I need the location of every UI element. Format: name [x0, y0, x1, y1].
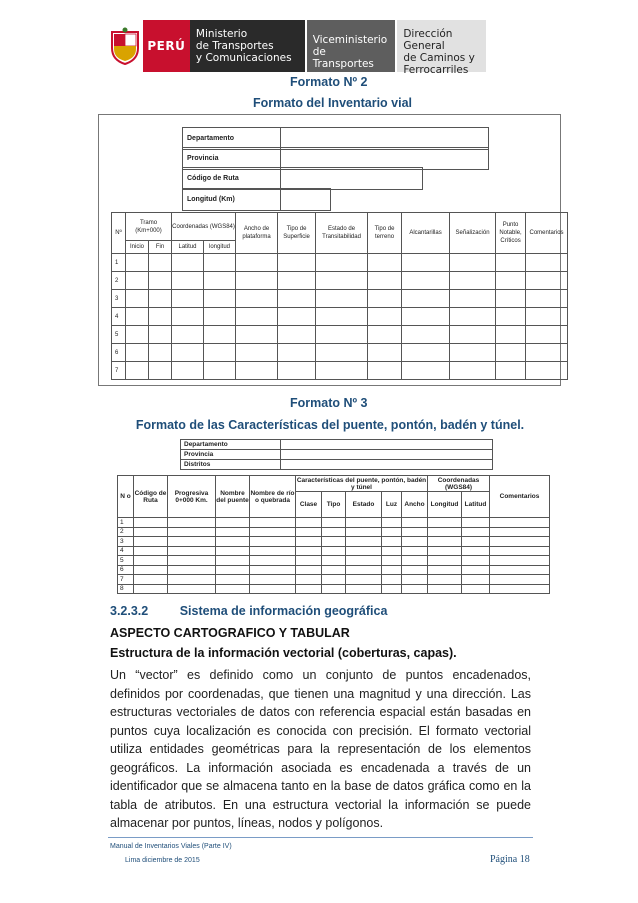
table-cell[interactable] — [490, 584, 550, 594]
table-cell[interactable] — [216, 565, 250, 575]
table-cell[interactable] — [428, 565, 462, 575]
table-cell[interactable] — [428, 527, 462, 537]
table-cell[interactable] — [168, 527, 216, 537]
col3-longitud: Longitud — [428, 492, 462, 518]
table-cell[interactable] — [322, 584, 346, 594]
peru-brand: PERÚ — [143, 20, 190, 72]
col3-ancho: Ancho — [402, 492, 428, 518]
table-cell[interactable] — [462, 565, 490, 575]
row-number: 8 — [118, 584, 134, 594]
table-cell[interactable] — [172, 362, 204, 380]
table-cell[interactable] — [322, 575, 346, 585]
table-cell[interactable] — [402, 326, 450, 344]
table-cell[interactable] — [462, 575, 490, 585]
table-cell[interactable] — [382, 584, 402, 594]
row-number: 5 — [112, 326, 126, 344]
table-cell[interactable] — [236, 362, 278, 380]
table-row — [118, 537, 550, 547]
table-cell[interactable] — [250, 575, 296, 585]
table-cell[interactable] — [496, 344, 526, 362]
ministry-name: Ministerio de Transportes y Comunicaciones — [190, 20, 305, 72]
table-cell[interactable] — [368, 272, 402, 290]
table-cell[interactable] — [149, 326, 172, 344]
table-cell[interactable] — [172, 290, 204, 308]
table-cell[interactable] — [278, 308, 316, 326]
table-cell[interactable] — [149, 254, 172, 272]
col-inicio: Inicio — [126, 241, 149, 254]
row-number: 7 — [112, 362, 126, 380]
table-cell[interactable] — [402, 584, 428, 594]
table-cell[interactable] — [490, 556, 550, 566]
table-cell[interactable] — [236, 344, 278, 362]
table-row — [118, 575, 550, 585]
table-cell[interactable] — [134, 556, 168, 566]
table-cell[interactable] — [168, 537, 216, 547]
table-cell[interactable] — [402, 527, 428, 537]
body-paragraph: Un “vector” es definido como un conjunto de puntos encadenados, definidos por coordenadas, que tienen una magnitud y una dirección. Las estructuras vectoriales de datos con referencia espacial están basadas en puntos cuya localización es conocida con precisión. El formato vectorial utiliza entidades geométricas para la representación de los elementos geográficos. La información asociada es encadenada a través de un identificador que se almacena tanto en la base de datos gráfica como en la tabla de atributos. En una estructura vectorial la información se puede almacenar por puntos, líneas, nodos y polígonos. — [110, 668, 531, 830]
col-tramo: Tramo (Km+000) — [126, 213, 172, 241]
table-cell[interactable] — [316, 290, 368, 308]
table-cell[interactable] — [428, 518, 462, 528]
table-cell[interactable] — [450, 362, 496, 380]
table-row — [112, 308, 568, 326]
field-label-longitud: Longitud (Km) — [183, 189, 281, 211]
table-row — [112, 290, 568, 308]
table-cell[interactable] — [322, 518, 346, 528]
table-row — [112, 326, 568, 344]
table-cell[interactable] — [402, 556, 428, 566]
table-cell[interactable] — [278, 362, 316, 380]
table-cell[interactable] — [368, 254, 402, 272]
table-cell[interactable] — [428, 546, 462, 556]
table-cell[interactable] — [149, 272, 172, 290]
table-cell[interactable] — [490, 575, 550, 585]
table-cell[interactable] — [134, 518, 168, 528]
col-longitud: longitud — [204, 241, 236, 254]
col3-comentarios: Comentarios — [490, 476, 550, 518]
row-number: 1 — [118, 518, 134, 528]
col-latitud: Latitud — [172, 241, 204, 254]
table-cell[interactable] — [126, 308, 149, 326]
table-cell[interactable] — [134, 527, 168, 537]
col3-quebrada: Nombre de río o quebrada — [250, 476, 296, 518]
row-number: 6 — [118, 565, 134, 575]
col3-coordenadas: Coordenadas (WGS84) — [428, 476, 490, 492]
field-input-provincia-3[interactable] — [281, 450, 493, 460]
table-cell[interactable] — [236, 254, 278, 272]
row-number: 3 — [112, 290, 126, 308]
table-row — [118, 565, 550, 575]
table-cell[interactable] — [322, 537, 346, 547]
section-heading — [110, 604, 540, 618]
table-cell[interactable] — [346, 537, 382, 547]
table-cell[interactable] — [168, 518, 216, 528]
field-label-departamento-3: Departamento — [181, 440, 281, 450]
table-cell[interactable] — [134, 546, 168, 556]
table-cell[interactable] — [316, 272, 368, 290]
table-cell[interactable] — [450, 272, 496, 290]
table-cell[interactable] — [296, 565, 322, 575]
col3-codigo: Código de Ruta — [134, 476, 168, 518]
table-cell[interactable] — [496, 254, 526, 272]
table-cell[interactable] — [216, 584, 250, 594]
table-cell[interactable] — [346, 575, 382, 585]
col3-luz: Luz — [382, 492, 402, 518]
table-cell[interactable] — [402, 272, 450, 290]
section-title: Sistema de información geográfica — [179, 604, 388, 618]
table-cell[interactable] — [428, 575, 462, 585]
table-cell[interactable] — [368, 362, 402, 380]
table-cell[interactable] — [168, 565, 216, 575]
format3-title: Formato de las Características del puente, pontón, badén y túnel. — [135, 418, 525, 432]
row-number: 1 — [112, 254, 126, 272]
col-estado: Estado de Transitabilidad — [316, 213, 368, 254]
table-cell[interactable] — [368, 308, 402, 326]
row-number: 7 — [118, 575, 134, 585]
format2-title: Formato del Inventario vial — [252, 96, 413, 110]
table-row — [118, 546, 550, 556]
format2-form — [98, 114, 564, 386]
table-cell[interactable] — [382, 556, 402, 566]
table-cell[interactable] — [134, 565, 168, 575]
table-cell[interactable] — [526, 344, 568, 362]
table-cell[interactable] — [402, 308, 450, 326]
table-cell[interactable] — [382, 565, 402, 575]
table-cell[interactable] — [126, 362, 149, 380]
col-tipo-superficie: Tipo de Superficie — [278, 213, 316, 254]
subheading-estructura: Estructura de la información vectorial (coberturas, capas). — [110, 646, 457, 660]
footer-divider — [108, 837, 533, 838]
table-cell[interactable] — [490, 565, 550, 575]
col3-progresiva: Progresiva 0+000 Km. — [168, 476, 216, 518]
table-cell[interactable] — [204, 308, 236, 326]
table-cell[interactable] — [316, 344, 368, 362]
table-cell[interactable] — [346, 527, 382, 537]
table-cell[interactable] — [236, 272, 278, 290]
col-n: Nº — [112, 213, 126, 254]
col3-estado: Estado — [346, 492, 382, 518]
row-number: 2 — [112, 272, 126, 290]
col-tipo-terreno: Tipo de terreno — [368, 213, 402, 254]
table-cell[interactable] — [526, 272, 568, 290]
col-alcantarillas: Alcantarillas — [402, 213, 450, 254]
table-cell[interactable] — [216, 527, 250, 537]
table-cell[interactable] — [526, 254, 568, 272]
table-cell[interactable] — [402, 362, 450, 380]
format2-number: Formato Nº 2 — [290, 75, 368, 89]
table-row — [112, 344, 568, 362]
table-cell[interactable] — [149, 290, 172, 308]
table-cell[interactable] — [134, 575, 168, 585]
footer-manual: Manual de Inventarios Viales (Parte IV) — [110, 843, 232, 850]
table-cell[interactable] — [428, 556, 462, 566]
table-cell[interactable] — [126, 326, 149, 344]
format3-table — [117, 475, 550, 594]
table-cell[interactable] — [450, 290, 496, 308]
col-punto-notable: Punto Notable, Críticos — [496, 213, 526, 254]
table-cell[interactable] — [402, 344, 450, 362]
table-cell[interactable] — [216, 556, 250, 566]
table-cell[interactable] — [236, 326, 278, 344]
table-cell[interactable] — [526, 326, 568, 344]
table-cell[interactable] — [462, 518, 490, 528]
col3-clase: Clase — [296, 492, 322, 518]
table-cell[interactable] — [462, 546, 490, 556]
field-input-longitud[interactable] — [281, 189, 331, 211]
table-cell[interactable] — [134, 584, 168, 594]
table-cell[interactable] — [496, 290, 526, 308]
row-number: 6 — [112, 344, 126, 362]
table-row — [112, 254, 568, 272]
table-cell[interactable] — [278, 326, 316, 344]
table-cell[interactable] — [490, 518, 550, 528]
col3-latitud: Latitud — [462, 492, 490, 518]
table-cell[interactable] — [402, 254, 450, 272]
table-cell[interactable] — [382, 537, 402, 547]
table-cell[interactable] — [172, 272, 204, 290]
format3-number: Formato Nº 3 — [290, 396, 368, 410]
table-cell[interactable] — [296, 537, 322, 547]
table-cell[interactable] — [204, 290, 236, 308]
page-number: Página 18 — [490, 854, 530, 865]
table-cell[interactable] — [402, 290, 450, 308]
table-cell[interactable] — [316, 326, 368, 344]
table-row — [118, 556, 550, 566]
table-cell[interactable] — [346, 518, 382, 528]
col3-caracteristicas: Características del puente, pontón, badén y túnel — [296, 476, 427, 491]
table-cell[interactable] — [296, 584, 322, 594]
table-cell[interactable] — [346, 565, 382, 575]
table-cell[interactable] — [126, 254, 149, 272]
table-cell[interactable] — [346, 556, 382, 566]
table-cell[interactable] — [316, 362, 368, 380]
table-cell[interactable] — [496, 326, 526, 344]
peru-crest-icon — [108, 20, 143, 72]
table-cell[interactable] — [450, 308, 496, 326]
viceministry-name: Viceministerio de Transportes — [307, 20, 396, 72]
table-row — [112, 272, 568, 290]
table-cell[interactable] — [450, 344, 496, 362]
table-cell[interactable] — [126, 344, 149, 362]
table-cell[interactable] — [250, 565, 296, 575]
field-label-departamento: Departamento — [183, 128, 281, 150]
table-cell[interactable] — [316, 308, 368, 326]
table-cell[interactable] — [382, 527, 402, 537]
row-number: 4 — [118, 546, 134, 556]
table-cell[interactable] — [168, 546, 216, 556]
table-cell[interactable] — [250, 518, 296, 528]
table-cell[interactable] — [278, 290, 316, 308]
table-cell[interactable] — [368, 290, 402, 308]
table-cell[interactable] — [204, 254, 236, 272]
col3-nombre: Nombre del puente — [216, 476, 250, 518]
table-cell[interactable] — [250, 537, 296, 547]
table-cell[interactable] — [382, 546, 402, 556]
table-cell[interactable] — [296, 556, 322, 566]
table-cell[interactable] — [402, 575, 428, 585]
table-cell[interactable] — [368, 326, 402, 344]
table-cell[interactable] — [250, 546, 296, 556]
table-cell[interactable] — [322, 527, 346, 537]
table-cell[interactable] — [134, 537, 168, 547]
table-cell[interactable] — [346, 546, 382, 556]
table-cell[interactable] — [250, 584, 296, 594]
table-cell[interactable] — [496, 362, 526, 380]
col-comentarios: Comentarios — [526, 213, 568, 254]
table-cell[interactable] — [296, 527, 322, 537]
table-cell[interactable] — [216, 546, 250, 556]
table-cell[interactable] — [126, 290, 149, 308]
table-cell[interactable] — [322, 556, 346, 566]
table-cell[interactable] — [462, 556, 490, 566]
table-cell[interactable] — [278, 254, 316, 272]
table-cell[interactable] — [278, 344, 316, 362]
table-cell[interactable] — [172, 254, 204, 272]
table-cell[interactable] — [382, 575, 402, 585]
table-cell[interactable] — [216, 575, 250, 585]
col-senalizacion: Señalización — [450, 213, 496, 254]
row-number: 2 — [118, 527, 134, 537]
format3-fields — [180, 439, 493, 470]
format2-table — [111, 212, 568, 380]
row-number: 4 — [112, 308, 126, 326]
table-cell[interactable] — [204, 272, 236, 290]
table-cell[interactable] — [462, 537, 490, 547]
table-cell[interactable] — [172, 344, 204, 362]
table-cell[interactable] — [490, 537, 550, 547]
field-input-codigo-ruta[interactable] — [281, 168, 423, 190]
field-label-provincia: Provincia — [183, 148, 281, 170]
table-cell[interactable] — [346, 584, 382, 594]
table-cell[interactable] — [450, 326, 496, 344]
field-label-provincia-3: Provincia — [181, 450, 281, 460]
table-cell[interactable] — [402, 565, 428, 575]
table-cell[interactable] — [168, 575, 216, 585]
table-cell[interactable] — [216, 518, 250, 528]
field-input-distritos-3[interactable] — [281, 460, 493, 470]
table-cell[interactable] — [296, 518, 322, 528]
table-cell[interactable] — [296, 546, 322, 556]
table-row — [118, 527, 550, 537]
table-cell[interactable] — [490, 546, 550, 556]
table-cell[interactable] — [526, 290, 568, 308]
table-cell[interactable] — [368, 344, 402, 362]
table-cell[interactable] — [204, 362, 236, 380]
table-cell[interactable] — [250, 527, 296, 537]
table-cell[interactable] — [168, 556, 216, 566]
col3-n: N o — [118, 476, 134, 518]
table-cell[interactable] — [322, 565, 346, 575]
table-cell[interactable] — [428, 584, 462, 594]
table-cell[interactable] — [496, 308, 526, 326]
table-cell[interactable] — [204, 326, 236, 344]
table-row — [118, 518, 550, 528]
col-fin: Fin — [149, 241, 172, 254]
table-cell[interactable] — [462, 527, 490, 537]
directorate-name: Dirección General de Caminos y Ferrocarriles — [397, 20, 486, 72]
table-cell[interactable] — [172, 326, 204, 344]
table-cell[interactable] — [450, 254, 496, 272]
table-cell[interactable] — [204, 344, 236, 362]
footer-date: Lima diciembre de 2015 — [125, 857, 200, 864]
field-label-codigo-ruta: Código de Ruta — [183, 168, 281, 190]
table-cell[interactable] — [496, 272, 526, 290]
table-cell[interactable] — [172, 308, 204, 326]
section-number: 3.2.3.2 — [110, 604, 149, 618]
table-cell[interactable] — [402, 537, 428, 547]
table-cell[interactable] — [316, 254, 368, 272]
table-cell[interactable] — [322, 546, 346, 556]
table-cell[interactable] — [402, 546, 428, 556]
table-cell[interactable] — [149, 362, 172, 380]
row-number: 5 — [118, 556, 134, 566]
header-logo-bar — [108, 20, 486, 76]
table-cell[interactable] — [126, 272, 149, 290]
table-cell[interactable] — [149, 344, 172, 362]
table-row — [118, 584, 550, 594]
col3-tipo: Tipo — [322, 492, 346, 518]
table-cell[interactable] — [526, 308, 568, 326]
col-coordenadas: Coordenadas (WGS84) — [172, 213, 236, 241]
table-cell[interactable] — [236, 290, 278, 308]
table-row — [112, 362, 568, 380]
table-cell[interactable] — [296, 575, 322, 585]
table-cell[interactable] — [278, 272, 316, 290]
subheading-aspecto: ASPECTO CARTOGRAFICO Y TABULAR — [110, 626, 350, 640]
table-cell[interactable] — [490, 527, 550, 537]
table-cell[interactable] — [402, 518, 428, 528]
col-ancho: Ancho de plataforma — [236, 213, 278, 254]
field-input-departamento-3[interactable] — [281, 440, 493, 450]
table-cell[interactable] — [462, 584, 490, 594]
field-label-distritos-3: Distritos — [181, 460, 281, 470]
table-cell[interactable] — [382, 518, 402, 528]
table-cell[interactable] — [236, 308, 278, 326]
table-cell[interactable] — [250, 556, 296, 566]
row-number: 3 — [118, 537, 134, 547]
table-cell[interactable] — [428, 537, 462, 547]
table-cell[interactable] — [149, 308, 172, 326]
table-cell[interactable] — [526, 362, 568, 380]
table-cell[interactable] — [216, 537, 250, 547]
table-cell[interactable] — [168, 584, 216, 594]
